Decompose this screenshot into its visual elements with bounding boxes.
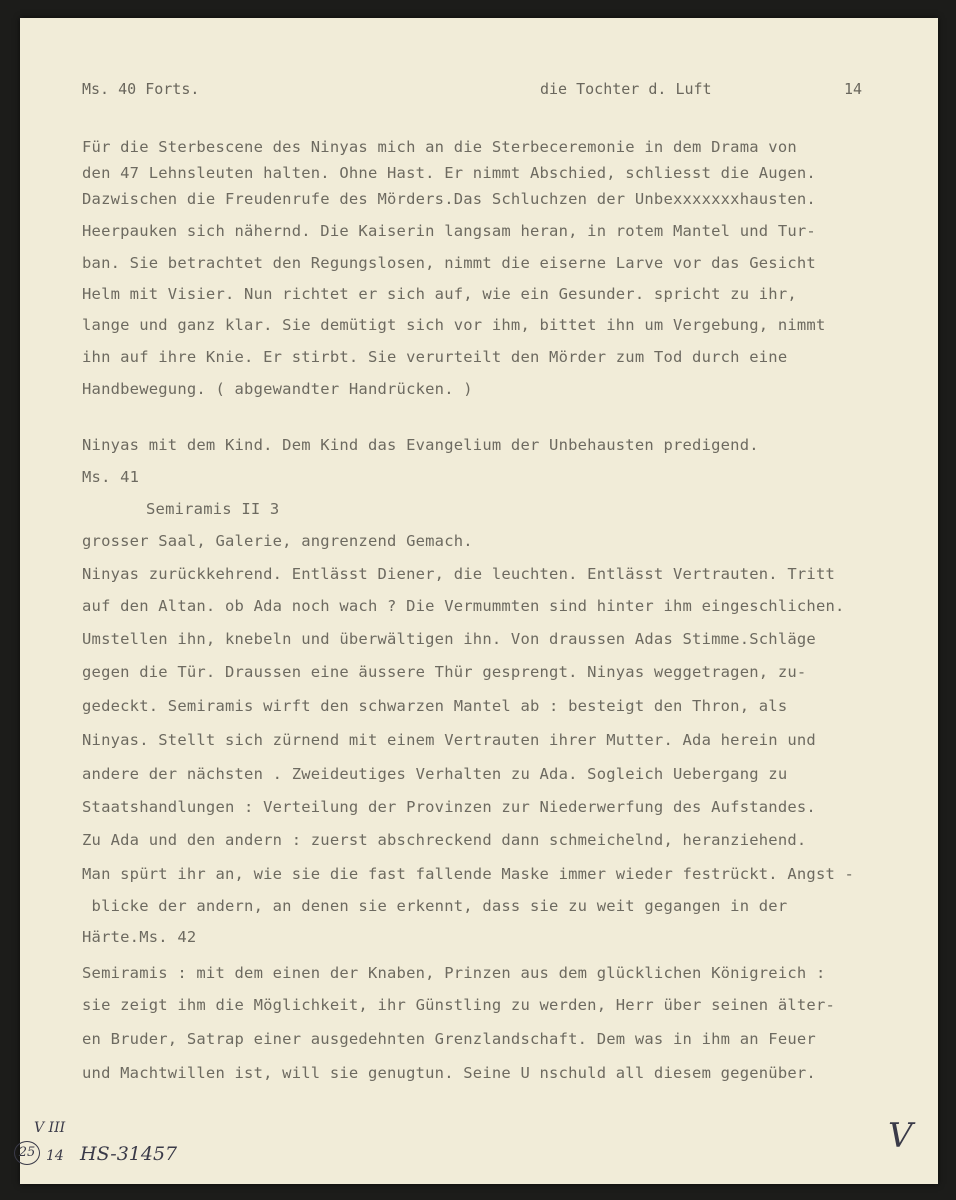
text-line: Ms. 41 [82, 468, 140, 486]
text-line: Helm mit Visier. Nun richtet er sich auf, wie ein Gesunder. spricht zu ihr, [82, 285, 797, 303]
text-line: ihn auf ihre Knie. Er stirbt. Sie verurteilt den Mörder zum Tod durch eine [82, 348, 788, 366]
roman-numeral-note: V III [34, 1120, 66, 1136]
header-left: Ms. 40 Forts. [82, 80, 200, 98]
folio-number: 14 [46, 1148, 64, 1164]
text-line: Härte.Ms. 42 [82, 928, 197, 946]
text-line: den 47 Lehnsleuten halten. Ohne Hast. Er nimmt Abschied, schliesst die Augen. [82, 164, 816, 182]
corner-handwritten-mark: V [888, 1116, 913, 1156]
circled-number: 25 [14, 1141, 40, 1165]
text-line: Staatshandlungen : Verteilung der Provinzen zur Niederwerfung des Aufstandes. [82, 798, 816, 816]
text-line: Ninyas mit dem Kind. Dem Kind das Evangelium der Unbehausten predigend. [82, 436, 759, 454]
header-page-number: 14 [844, 80, 863, 98]
text-line: Handbewegung. ( abgewandter Handrücken. ) [82, 380, 473, 398]
text-line: Semiramis : mit dem einen der Knaben, Prinzen aus dem glücklichen Königreich : [82, 964, 826, 982]
text-line: andere der nächsten . Zweideutiges Verhalten zu Ada. Sogleich Uebergang zu [82, 765, 788, 783]
text-line: gedeckt. Semiramis wirft den schwarzen Mantel ab : besteigt den Thron, als [82, 697, 788, 715]
text-line: grosser Saal, Galerie, angrenzend Gemach. [82, 532, 473, 550]
text-line: blicke der andern, an denen sie erkennt, dass sie zu weit gegangen in der [82, 897, 788, 915]
text-line: sie zeigt ihm die Möglichkeit, ihr Günstling zu werden, Herr über seinen älter- [82, 996, 836, 1014]
text-line: lange und ganz klar. Sie demütigt sich vor ihm, bittet ihn um Vergebung, nimmt [82, 316, 826, 334]
text-line: en Bruder, Satrap einer ausgedehnten Grenzlandschaft. Dem was in ihm an Feuer [82, 1030, 816, 1048]
text-line: Man spürt ihr an, wie sie die fast fallende Maske immer wieder festrückt. Angst - [82, 865, 855, 883]
text-line: Zu Ada und den andern : zuerst abschreckend dann schmeichelnd, heranziehend. [82, 831, 807, 849]
text-line: Semiramis II 3 [146, 500, 280, 518]
text-line: Ninyas zurückkehrend. Entlässt Diener, die leuchten. Entlässt Vertrauten. Tritt [82, 565, 836, 583]
archive-signature: HS-31457 [80, 1143, 178, 1165]
text-line: und Machtwillen ist, will sie genugtun. Seine U nschuld all diesem gegenüber. [82, 1064, 816, 1082]
header-center: die Tochter d. Luft [540, 80, 712, 98]
text-line: Für die Sterbescene des Ninyas mich an die Sterbeceremonie in dem Drama von [82, 138, 797, 156]
text-line: Ninyas. Stellt sich zürnend mit einem Vertrauten ihrer Mutter. Ada herein und [82, 731, 816, 749]
manuscript-page [20, 18, 938, 1184]
text-line: gegen die Tür. Draussen eine äussere Thür gesprengt. Ninyas weggetragen, zu- [82, 663, 807, 681]
text-line: Umstellen ihn, knebeln und überwältigen ihn. Von draussen Adas Stimme.Schläge [82, 630, 816, 648]
text-line: Dazwischen die Freudenrufe des Mörders.Das Schluchzen der Unbexxxxxxxhausten. [82, 190, 816, 208]
text-line: Heerpauken sich nähernd. Die Kaiserin langsam heran, in rotem Mantel und Tur- [82, 222, 816, 240]
text-line: auf den Altan. ob Ada noch wach ? Die Vermummten sind hinter ihm eingeschlichen. [82, 597, 845, 615]
text-line: ban. Sie betrachtet den Regungslosen, nimmt die eiserne Larve vor das Gesicht [82, 254, 816, 272]
